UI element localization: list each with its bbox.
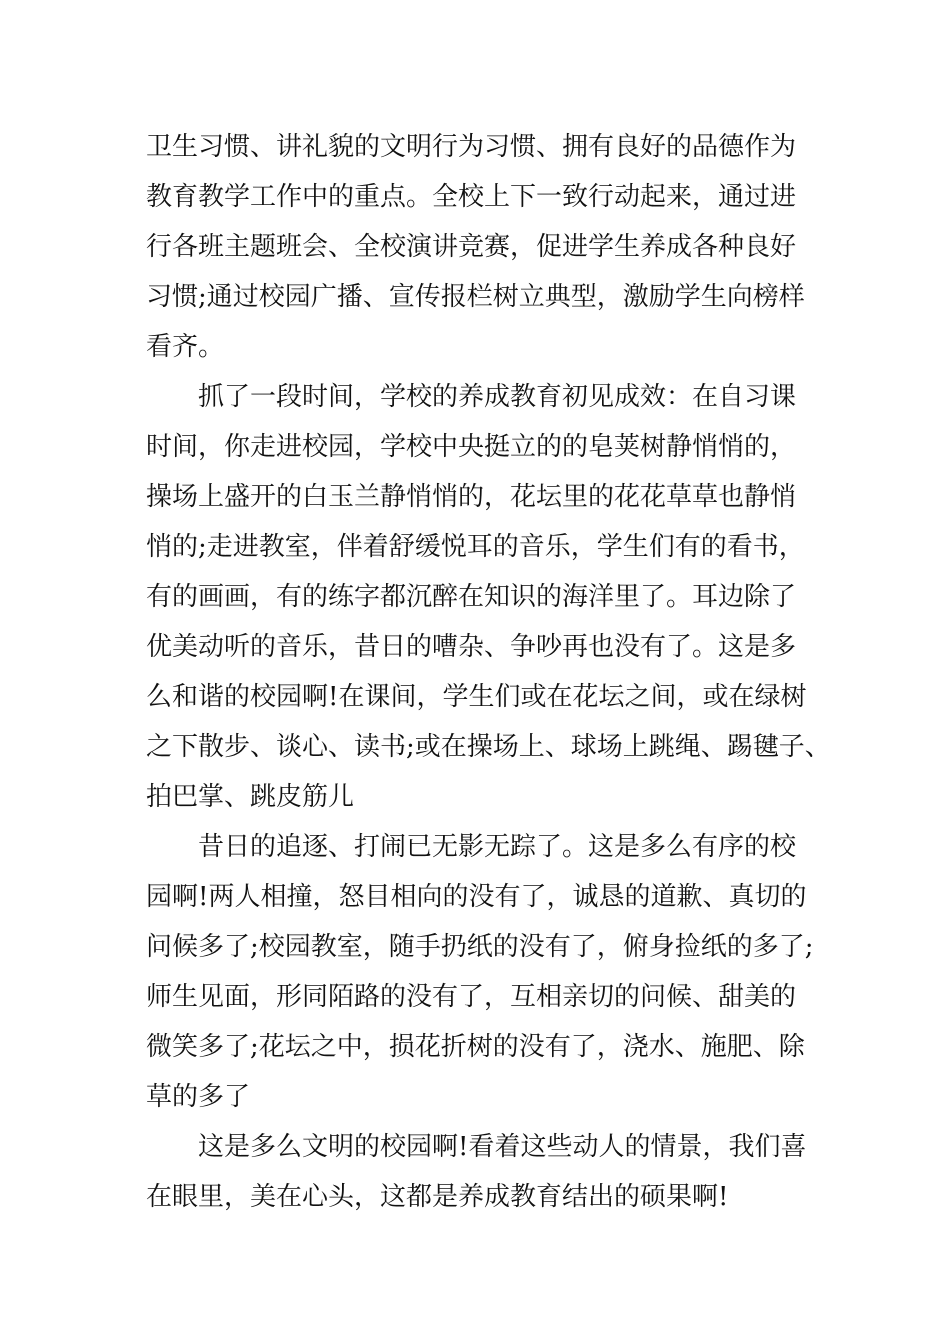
text-line: 拍巴掌、跳皮筋儿: [146, 782, 355, 812]
paragraph-2: [146, 372, 831, 822]
text-line: 抓了一段时间，学校的养成教育初见成效：在自习课: [198, 382, 797, 412]
text-line: 悄的;走进教室，伴着舒缓悦耳的音乐，学生们有的看书，: [146, 532, 805, 562]
text-line: 在眼里，美在心头，这都是养成教育结出的硕果啊!: [146, 1182, 729, 1212]
text-line: 么和谐的校园啊!在课间，学生们或在花坛之间，或在绿树: [146, 682, 807, 712]
text-line: 问候多了;校园教室，随手扔纸的没有了，俯身捡纸的多了;: [146, 932, 814, 962]
text-line: 草的多了: [146, 1082, 251, 1112]
text-line: 习惯;通过校园广播、宣传报栏树立典型，激励学生向榜样: [146, 282, 805, 312]
paragraph-3: [146, 822, 826, 1122]
text-line: 卫生习惯、讲礼貌的文明行为习惯、拥有良好的品德作为: [146, 132, 797, 162]
text-line: 师生见面，形同陌路的没有了，互相亲切的问候、甜美的: [146, 982, 797, 1012]
text-line: 之下散步、谈心、读书;或在操场上、球场上跳绳、踢毽子、: [146, 732, 831, 762]
text-line: 操场上盛开的白玉兰静悄悄的，花坛里的花花草草也静悄: [146, 482, 797, 512]
text-line: 看齐。: [146, 332, 225, 362]
document-body: [146, 122, 831, 1222]
text-line: 教育教学工作中的重点。全校上下一致行动起来，通过进: [146, 182, 797, 212]
text-line: 昔日的追逐、打闹已无影无踪了。这是多么有序的校: [198, 832, 797, 862]
text-line: 微笑多了;花坛之中，损花折树的没有了，浇水、施肥、除: [146, 1032, 805, 1062]
text-line: 优美动听的音乐，昔日的嘈杂、争吵再也没有了。这是多: [146, 632, 797, 662]
paragraph-1: [146, 122, 826, 372]
text-line: 园啊!两人相撞，怒目相向的没有了，诚恳的道歉、真切的: [146, 882, 807, 912]
paragraph-4: [146, 1122, 826, 1222]
text-line: 时间，你走进校园，学校中央挺立的的皂荚树静悄悄的，: [146, 432, 797, 462]
text-line: 有的画画，有的练字都沉醉在知识的海洋里了。耳边除了: [146, 582, 797, 612]
text-line: 行各班主题班会、全校演讲竞赛，促进学生养成各种良好: [146, 232, 797, 262]
text-line: 这是多么文明的校园啊!看着这些动人的情景，我们喜: [198, 1132, 807, 1162]
